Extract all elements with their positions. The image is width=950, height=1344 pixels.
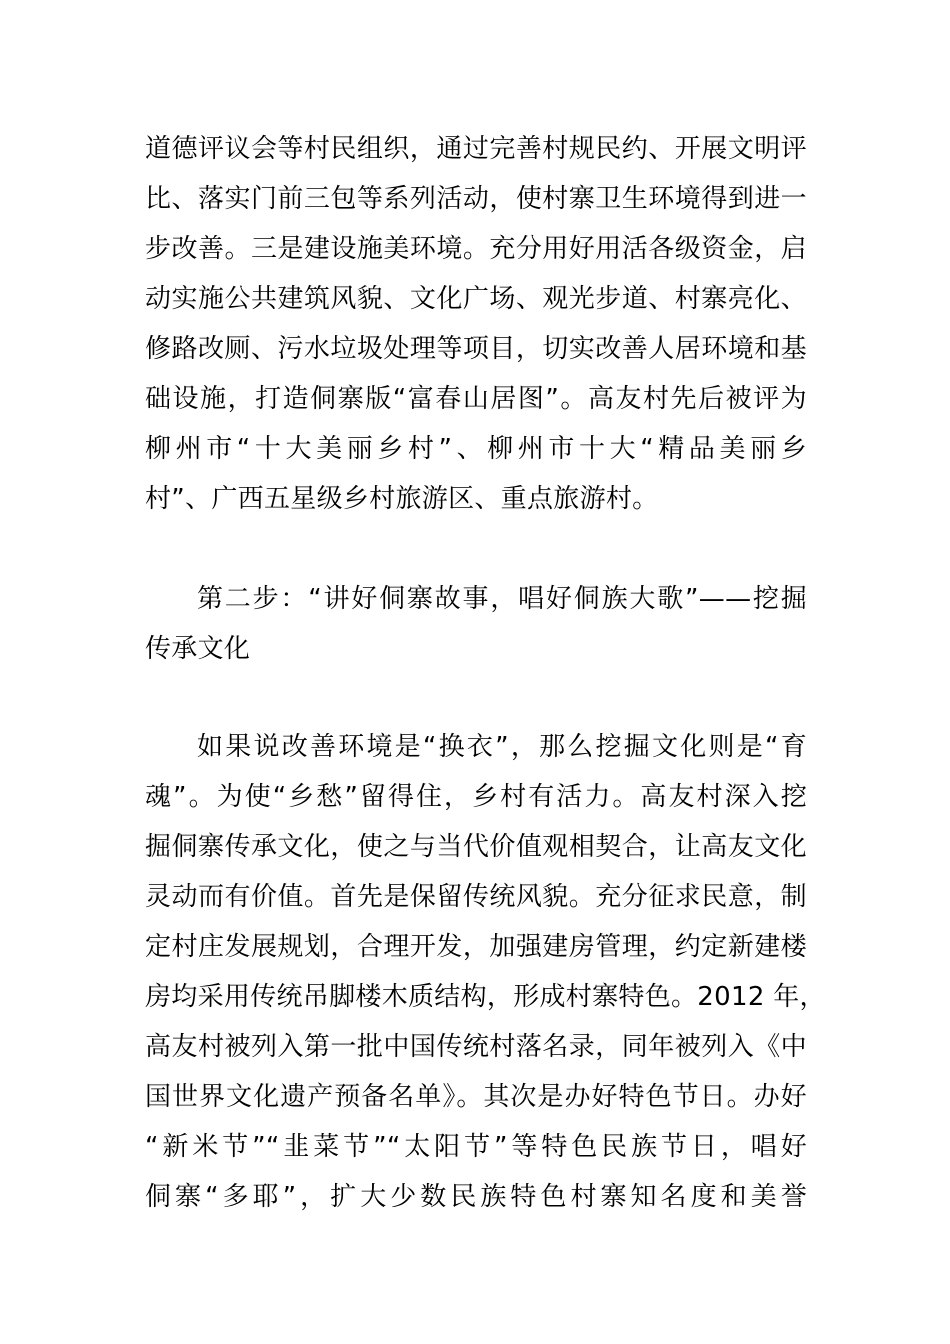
text-line: 柳州市“十大美丽乡村”、柳州市十大“精品美丽乡 bbox=[145, 434, 807, 464]
text-line: 房均采用传统吊脚楼木质结构，形成村寨特色。2012 年， bbox=[145, 982, 826, 1012]
text-line: 修路改厕、污水垃圾处理等项目，切实改善人居环境和基 bbox=[145, 334, 807, 364]
text-line: 村”、广西五星级乡村旅游区、重点旅游村。 bbox=[145, 484, 659, 514]
text-line: 高友村被列入第一批中国传统村落名录，同年被列入《中 bbox=[145, 1032, 807, 1062]
text-line: 步改善。三是建设施美环境。充分用好用活各级资金，启 bbox=[145, 234, 807, 264]
text-line: “新米节”“韭菜节”“太阳节”等特色民族节日，唱好 bbox=[145, 1132, 807, 1162]
paragraph-environment bbox=[145, 124, 807, 524]
text-line: 道德评议会等村民组织，通过完善村规民约、开展文明评 bbox=[145, 134, 807, 164]
text-line: 掘侗寨传承文化，使之与当代价值观相契合，让高友文化 bbox=[145, 832, 807, 862]
text-line: 灵动而有价值。首先是保留传统风貌。充分征求民意，制 bbox=[145, 882, 807, 912]
text-line: 定村庄发展规划，合理开发，加强建房管理，约定新建楼 bbox=[145, 932, 807, 962]
text-line: 侗寨“多耶”，扩大少数民族特色村寨知名度和美誉 bbox=[145, 1182, 807, 1212]
text-line: 比、落实门前三包等系列活动，使村寨卫生环境得到进一 bbox=[145, 184, 807, 214]
text-line: 国世界文化遗产预备名单》。其次是办好特色节日。办好 bbox=[145, 1082, 807, 1112]
section-heading bbox=[145, 574, 807, 674]
heading-line: 第二步：“讲好侗寨故事，唱好侗族大歌”——挖掘 bbox=[197, 584, 807, 614]
heading-line: 传承文化 bbox=[145, 634, 251, 664]
text-line: 动实施公共建筑风貌、文化广场、观光步道、村寨亮化、 bbox=[145, 284, 807, 314]
text-line: 如果说改善环境是“换衣”，那么挖掘文化则是“育 bbox=[197, 732, 807, 762]
text-line: 魂”。为使“乡愁”留得住，乡村有活力。高友村深入挖 bbox=[145, 782, 807, 812]
paragraph-culture bbox=[145, 722, 826, 1222]
text-line: 础设施，打造侗寨版“富春山居图”。高友村先后被评为 bbox=[145, 384, 807, 414]
